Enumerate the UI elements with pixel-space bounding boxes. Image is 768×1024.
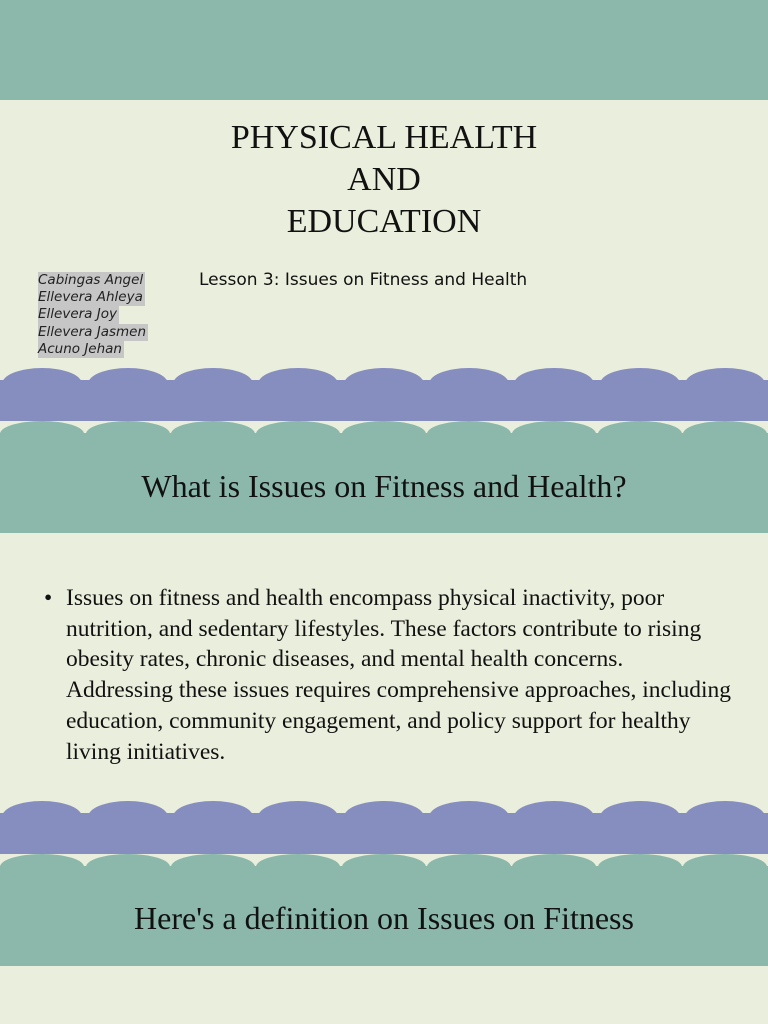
lesson-subtitle: Lesson 3: Issues on Fitness and Health xyxy=(199,270,528,290)
title-line-3: EDUCATION xyxy=(286,203,482,240)
title-line-2: AND xyxy=(347,161,421,198)
wave-divider xyxy=(0,801,768,866)
author-name: Acuno Jehan xyxy=(38,340,122,357)
slide2-heading: What is Issues on Fitness and Health? xyxy=(141,468,627,504)
author-list xyxy=(38,272,148,358)
slide3-heading: Here's a definition on Issues on Fitness xyxy=(134,900,634,936)
author-name: Ellevera Joy xyxy=(38,306,117,323)
bullet-text: Issues on fitness and health encompass physical inactivity, poor nutrition, and sedentary lifestyles. These factors contribute to rising obesity rates, chronic diseases, and mental health concerns. Addressing these issues requires comprehensive approaches, including education, community engagement, and policy support for healthy living initiatives. xyxy=(66,585,731,765)
slide1-title xyxy=(0,117,768,243)
title-line-1: PHYSICAL HEALTH xyxy=(230,119,538,156)
bullet-list xyxy=(44,583,734,767)
author-name: Ellevera Jasmen xyxy=(38,323,147,340)
author-name: Cabingas Angel xyxy=(38,272,144,288)
author-name: Ellevera Ahleya xyxy=(38,289,143,306)
bullet-icon: • xyxy=(44,585,53,611)
wave-divider xyxy=(0,368,768,433)
slide1-top-band xyxy=(0,0,768,100)
